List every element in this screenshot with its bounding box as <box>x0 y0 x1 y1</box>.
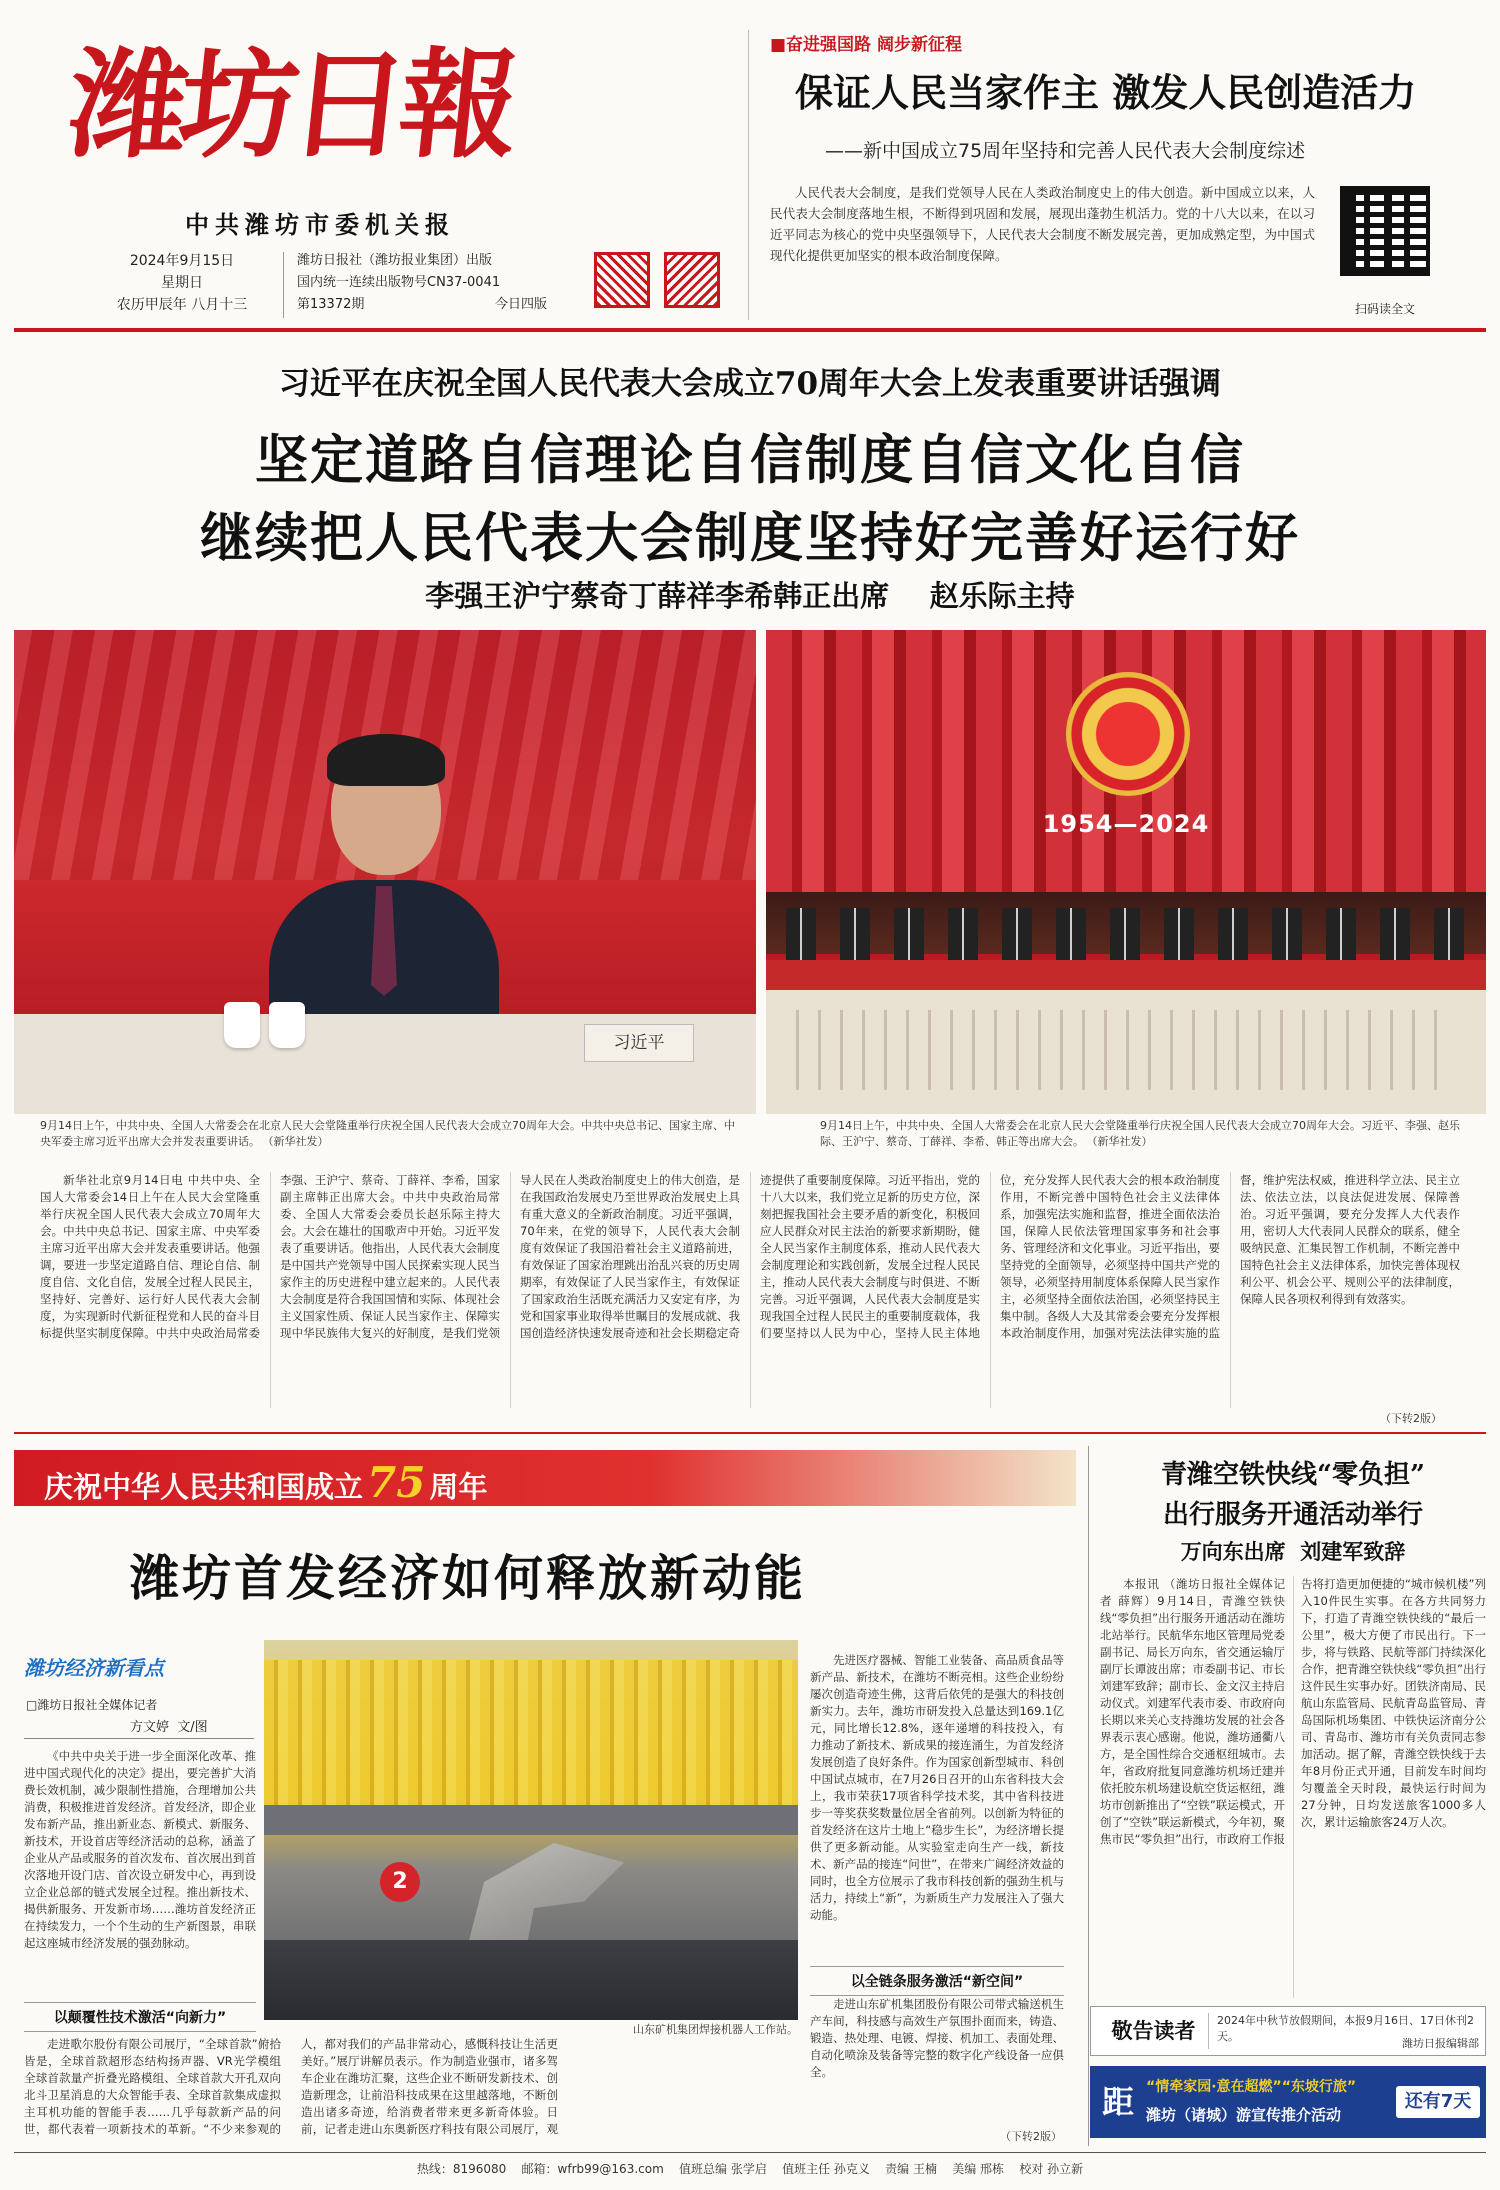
top-feature-qr-icon[interactable] <box>1340 186 1430 276</box>
notice-label: 敬告读者 <box>1099 2013 1209 2049</box>
issue-lunar: 农历甲辰年 八月十三 <box>116 297 248 313</box>
reader-notice <box>1090 2006 1486 2056</box>
issue-weekday: 星期日 <box>161 275 203 291</box>
anniversary-continued[interactable]: （下转2版） <box>1000 2130 1062 2143</box>
anniversary-body-2b: 走进山东矿机集团股份有限公司带式输送机生产车间，科技感与高效生产氛围扑面而来，铸造、锻造、热处理、电镀、焊接、机加工、表面处理、自动化喷涂及装备等完整的数字化产线设备一应俱全。 <box>810 1997 1064 2079</box>
banner-suffix: 周年 <box>429 1470 488 1504</box>
anniversary-banner: 1954—2024 <box>1042 810 1210 838</box>
caption-right: 9月14日上午，中共中央、全国人大常委会在北京人民大会堂隆重举行庆祝全国人民代表大会成立70周年大会。习近平、李强、赵乐际、王沪宁、蔡奇、丁薛祥、李希、韩正等出席大会。 （新华社发） <box>820 1119 1460 1148</box>
photo-badge: 2 <box>380 1862 420 1902</box>
anniversary-body-2: 先进医疗器械、智能工业装备、高品质食品等新产品、新技术，在潍坊不断亮相。这些企业纷纷屡次创造奇迹生佛，这背后依凭的是强大的科技创新实力。去年，潍坊市研发投入总量达到169.1亿元，同比增长12.8%，逐年递增的科技投入，有力推动了新技术、新成果的接连涌生，为首发经济发展创造了良好条件。作为国家创新型城市、科创中国试点城市，在7月26日召开的山东省科技大会上，我市荣获17项省科学技术奖，其中省科技进步一等奖获奖数量位居全省前列。以创新为特征的首发经济在这片土地上“稳步生长”，为经济增长提供了更多新动能。从实验室走向生产一线，新技术、新产品的接连“问世”，在带来广阔经济效益的同时，也全方位展示了我市科技创新的强劲生机与活力，持续上“新”，为新质生产力发展注入了强大动能。 <box>810 1653 1064 1922</box>
top-feature-subhead: ——新中国成立75周年坚持和完善人民代表大会制度综述 <box>825 140 1306 162</box>
masthead-title: 潍坊日報 <box>62 35 518 174</box>
qr-caption: 扫码读全文 <box>1354 302 1415 316</box>
national-emblem-icon <box>1066 672 1190 796</box>
caption-left: 9月14日上午，中共中央、全国人大常委会在北京人民大会堂隆重举行庆祝全国人民代表大会成立70周年大会。中共中央总书记、国家主席、中央军委主席习近平出席大会并发表重要讲话。 （新华社发） <box>40 1119 735 1148</box>
feature-photo-caption: 山东矿机集团焊接机器人工作站。 <box>633 2023 798 2036</box>
lead-subhead: 李强王沪宁蔡奇丁薛祥李希韩正出席 赵乐际主持 <box>425 579 1075 613</box>
qr-code-left-icon[interactable] <box>594 252 650 308</box>
cn-number: 国内统一连续出版物号CN37-0041 <box>297 275 501 290</box>
lead-headline-2[interactable]: 继续把人民代表大会制度坚持好完善好运行好 <box>200 507 1300 569</box>
top-feature-kicker: ■奋进强国路 阔步新征程 <box>770 35 962 55</box>
feature-photo[interactable] <box>264 1640 798 2020</box>
issue-date-block <box>92 250 272 316</box>
anniversary-body-1: 《中共中央关于进一步全面深化改革、推进中国式现代化的决定》提出，要完善扩大消费长效机制，减少限制性措施，合理增加公共消费，积极推进首发经济。首发经济，即企业发布新产品，推出新业态、新模式、新服务、新技术，开设首店等经济活动的总称，涵盖了企业从产品或服务的首次发布、首次展出到首次落地开设门店、首次设立研发中心，再到设立企业总部的链式发展全过程。推出新技术、揭供新服务、开发新市场……潍坊首发经济正在持续发力，一个个生动的生产新图景，串联起这座城市经济发展的强劲脉动。 <box>24 1749 256 1950</box>
lead-body: 新华社北京9月14日电 中共中央、全国人大常委会14日上午在人民大会堂隆重举行庆祝全国人民代表大会成立70周年大会。中共中央总书记、国家主席、中央军委主席习近平出席大会并发表重要讲话。他强调，要进一步坚定道路自信、理论自信、制度自信、文化自信，发展全过程人民民主，坚持好、完善好、运行好人民代表大会制度，为实现新时代新征程党和人民的奋斗目标提供坚实制度保障。中共中央政治局常委李强、王沪宁、蔡奇、丁薛祥、李希，国家副主席韩正出席大会。中共中央政治局常委、全国人大常委会委员长赵乐际主持大会。大会在雄壮的国歌声中开始。习近平发表了重要讲话。他指出，人民代表大会制度是中国共产党领导中国人民探索实现人民当家作主的历史进程中建立起来的。人民代表大会制度是符合我国国情和实际、体现社会主义国家性质、保证人民当家作主、保障实现中华民族伟大复兴的好制度，是我们党领导人民在人类政治制度史上的伟大创造，是在我国政治发展史乃至世界政治发展史上具有重大意义的全新政治制度。习近平强调，70年来，在党的领导下，人民代表大会制度有效保证了我国沿着社会主义道路前进，有效保证了国家治理跳出治乱兴衰的历史周期率，有效保证了人民当家作主，有效保证了国家政治生活既充满活力又安定有序，为党和国家事业取得举世瞩目的发展成就、我国创造经济快速发展奇迹和社会长期稳定奇迹提供了重要制度保障。习近平指出，党的十八大以来，我们党立足新的历史方位，深刻把握我国社会主要矛盾的新变化，积极回应人民群众对民主法治的新要求新期盼，健全人民当家作主制度体系，推动人民代表大会制度理论和实践创新，发展全过程人民民主，推动人民代表大会制度与时俱进、不断完善。习近平强调，人民代表大会制度是实现我国全过程人民民主的重要制度载体，我们要坚持以人民为中心，坚持人民主体地位，充分发挥人民代表大会的根本政治制度作用，不断完善中国特色社会主义法律体系，加强宪法实施和监督，推进全面依法治国，保障人民依法管理国家事务和社会事务、管理经济和文化事业。习近平指出，要坚持党的全面领导，必须坚持中国共产党的领导，必须坚持用制度体系保障人民当家作主，必须坚持全面依法治国，必须坚持民主集中制。各级人大及其常委会要充分发挥根本政治制度作用，加强对宪法法律实施的监督，维护宪法权威，推进科学立法、民主立法、依法立法，以良法促进发展、保障善治。习近平强调，要充分发挥人大代表作用，密切人大代表同人民群众的联系，健全吸纳民意、汇集民智工作机制，不断完善中国特色社会主义法律体系，加快完善体现权利公平、机会公平、规则公平的法律制度，保障人民各项权利得到有效落实。 <box>40 1173 1460 1340</box>
section-head-1: 以颠覆性技术激活“向新力” <box>24 2002 256 2032</box>
nameplate: 习近平 <box>584 1024 694 1062</box>
lead-kicker: 习近平在庆祝全国人民代表大会成立70周年大会上发表重要讲话强调 <box>278 366 1222 402</box>
countdown-line-1: “情牵家园·意在超燃”“东坡行旅” <box>1146 2079 1357 2095</box>
lead-photo-left[interactable] <box>14 630 756 1114</box>
lead-headline-1[interactable]: 坚定道路自信理论自信制度自信文化自信 <box>255 429 1245 491</box>
banner-prefix: 庆祝中华人民共和国成立 <box>44 1470 364 1504</box>
notice-text: 2024年中秋节放假期间，本报9月16日、17日休刊2天。 <box>1217 2014 1474 2043</box>
masthead <box>0 0 1500 330</box>
byline-name: 方文婷 文/图 <box>130 1720 208 1735</box>
column-logo-text: 潍坊经济新看点 <box>24 1656 164 1680</box>
section-head-2: 以全链条服务激活“新空间” <box>810 1966 1064 1996</box>
rail-headline-2[interactable]: 出行服务开通活动举行 <box>1162 1500 1423 1530</box>
anniversary-body-1b: 走进歌尔股份有限公司展厅，“全球首款”俯拾皆是，全球首款超形态结构扬声器、VR光学模组全球首款量产折叠光路模组、全球首款大开孔双向北斗卫星消息的大众智能手表、全球首款集成虚拟主耳机功能的智能手表……几乎每款新产品的问世，都代表着一项新技术的革新。“不少来参观的人，都对我们的产品非常动心，感慨科技让生活更美好。”展厅讲解员表示。作为制造业强市，诸多驾车企业在潍坊汇聚，这些企业不断研发新技术、创造新理念，让前沿科技成果在这里越落地，不断创造出诸多奇迹，给消费者带来更多新奇体验。日前，记者走进山东奥新医疗科技有限公司展厅，观 <box>24 2037 558 2136</box>
caption-left-credit: （新华社发） <box>268 1135 329 1148</box>
countdown-prefix: 距 <box>1101 2083 1134 2121</box>
rail-subhead: 万向东出席 刘建军致辞 <box>1180 1539 1406 1564</box>
rostrum-figures <box>786 908 1466 962</box>
anniversary-headline[interactable]: 潍坊首发经济如何释放新动能 <box>130 1549 807 1607</box>
anniversary-banner-bar <box>14 1450 1076 1506</box>
lead-photo-right[interactable] <box>766 630 1486 1114</box>
byline-org: □潍坊日报社全媒体记者 <box>26 1698 158 1712</box>
countdown-line-2: 潍坊（诸城）游宣传推介活动 <box>1146 2106 1342 2124</box>
issue-number: 第13372期 <box>297 297 365 312</box>
caption-right-credit: （新华社发） <box>1092 1135 1153 1148</box>
masthead-subtitle: 中共潍坊市委机关报 <box>185 211 455 239</box>
column-logo <box>24 1652 254 1682</box>
issue-date: 2024年9月15日 <box>129 253 235 269</box>
rail-headline-1[interactable]: 青潍空铁快线“零负担” <box>1161 1460 1425 1490</box>
publisher: 潍坊日报社（潍坊报业集团）出版 <box>297 253 493 268</box>
top-feature-headline[interactable]: 保证人民当家作主 激发人民创造活力 <box>795 70 1417 115</box>
countdown-banner[interactable] <box>1090 2066 1486 2138</box>
footer-credits: 热线：8196080 邮箱：wfrb99@163.com 值班总编 张学启 值班主任 孙克义 责编 王楠 美编 邢栋 校对 孙立新 <box>416 2162 1084 2176</box>
notice-signature: 潍坊日报编辑部 <box>1402 2037 1479 2050</box>
countdown-remaining: 还有7天 <box>1396 2086 1480 2118</box>
lead-continued[interactable]: （下转2版） <box>1380 1412 1442 1425</box>
banner-number: 75 <box>367 1458 426 1507</box>
page-count: 今日四版 <box>494 297 547 312</box>
rail-body: 本报讯 （潍坊日报社全媒体记者 薛辉）9月14日，青潍空铁快线“零负担”出行服务开通活动在潍坊北站举行。民航华东地区管理局党委副书记、局长万向东，省交通运输厅副厅长谭波出席；市委副书记、市长刘建军致辞；副市长、金文汉主持启动仪式。刘建军代表市委、市政府向长期以来关心支持潍坊发展的社会各界表示衷心感谢。他说，潍坊通衢八方，是全国性综合交通枢纽城市。去年，省政府批复同意潍坊机场迁建并依托胶东机场建设航空货运枢纽，潍坊市创新推出了“空铁”联运模式，开创了“空铁”联运新模式，今年初，聚焦市民“零负担”出行，市政府工作报告将打造更加便捷的“城市候机楼”列入10件民生实事。在各方共同努力下，打造了青潍空铁快线的“最后一公里”，极大方便了市民出行。下一步，将与铁路、民航等部门持续深化合作，把青潍空铁快线“零负担”出行这件民生实事办好。团铁济南局、民航山东监管局、民航青岛监管局、青岛国际机场集团、中铁快运济南分公司、青岛市、潍坊市有关负责同志参加活动。据了解，青潍空铁快线于去年8月份正式开通，目前发车时间均匀覆盖全天时段，最快运行时间为27分钟，日均发送旅客1000多人次，累计运输旅客24万人次。 <box>1100 1577 1486 1846</box>
publisher-block <box>297 250 577 316</box>
top-feature-body: 人民代表大会制度，是我们党领导人民在人类政治制度史上的伟大创造。新中国成立以来，人民代表大会制度落地生根，不断得到巩固和发展，展现出蓬勃生机活力。党的十八大以来，在以习近平同志为核心的党中央坚强领导下，人民代表大会制度不断发展完善，更加成熟定型，为中国式现代化提供更加坚实的根本政治制度保障。 <box>770 185 1315 263</box>
qr-code-right-icon[interactable] <box>664 252 720 308</box>
